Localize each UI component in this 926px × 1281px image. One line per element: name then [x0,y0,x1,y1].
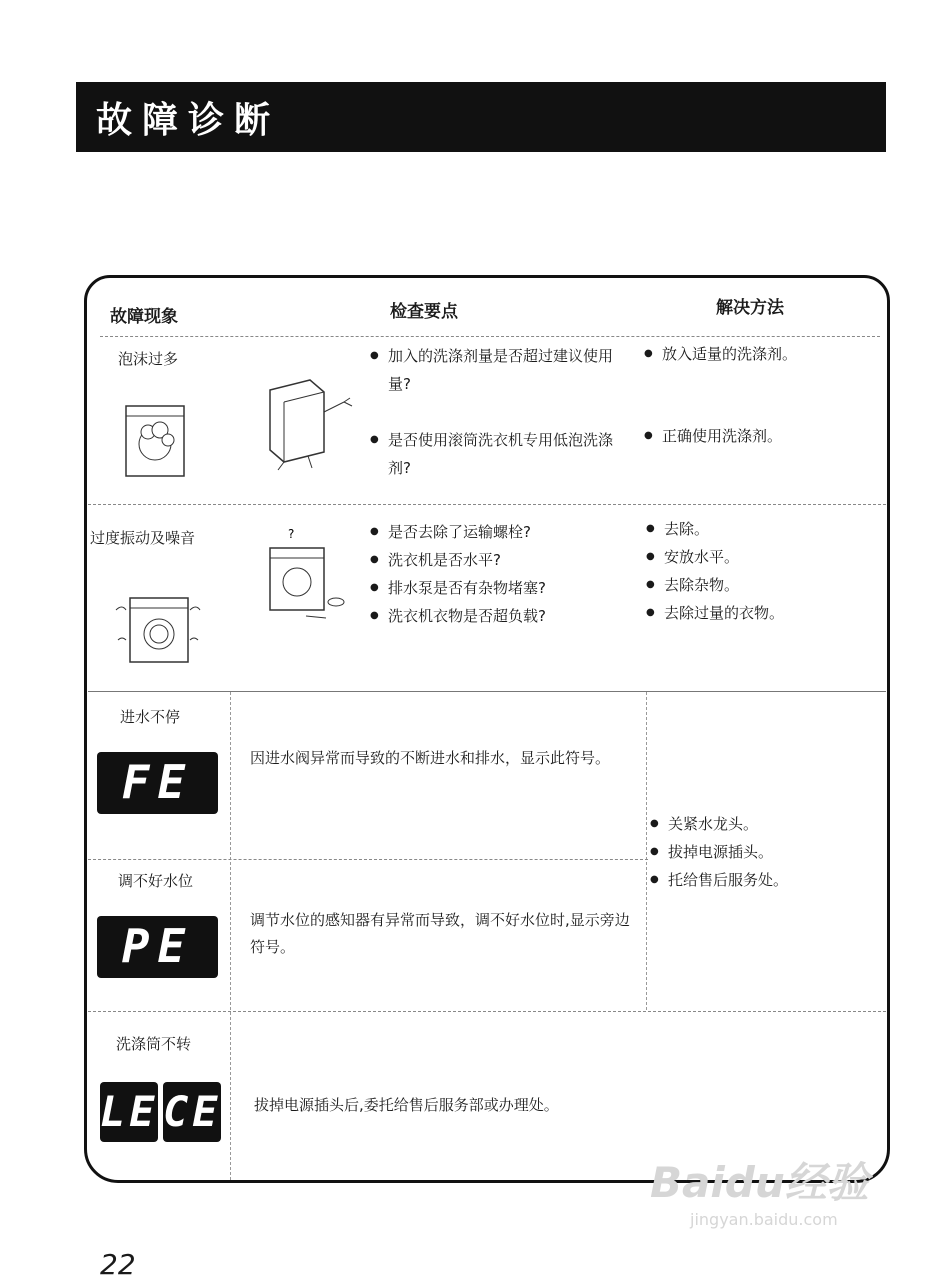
page-title: 故障诊断 [96,100,281,141]
solution-item: ● 去除杂物。 [646,571,876,599]
header-divider [100,336,880,337]
desc-lece: 拔掉电源插头后,委托给售后服务部或办理处。 [254,1096,559,1114]
symptom-foam: 泡沫过多 [118,350,179,368]
solutions-vibration [646,515,876,627]
check-item: ● 加入的洗涤剂量是否超过建议使用量? [370,342,632,398]
row-divider [88,1011,886,1012]
watermark-logo: Baidu经验 [650,1158,869,1207]
check-item: ● 是否使用滚筒洗衣机专用低泡洗涤剂? [370,426,632,482]
header-check: 检查要点 [390,302,458,322]
row-divider [88,691,886,692]
check-item: ● 洗衣机是否水平? [370,546,632,574]
symptom-lece: 洗涤筒不转 [116,1035,192,1053]
solution-item: ● 拔掉电源插头。 [650,838,880,866]
check-item: ● 排水泵是否有杂物堵塞? [370,574,632,602]
svg-text:?: ? [288,527,295,541]
column-divider [646,692,647,1010]
symptom-vibration: 过度振动及噪音 [90,529,196,547]
checks-foam [370,342,632,398]
solution-item: ● 去除过量的衣物。 [646,599,876,627]
troubleshooting-table [84,275,890,1183]
vibrating-washer-illustration [110,580,205,665]
solutions-foam-2 [644,422,874,450]
watermark-url: jingyan.baidu.com [690,1210,838,1229]
check-item: ● 洗衣机衣物是否超负载? [370,602,632,630]
detergent-box-illustration [248,372,358,472]
symptom-pe: 调不好水位 [118,872,194,890]
solution-item: ● 正确使用洗涤剂。 [644,422,874,450]
check-item: ● 是否去除了运输螺栓? [370,518,632,546]
desc-fe: 因进水阀异常而导致的不断进水和排水，显示此符号。 [250,749,611,767]
checks-vibration [370,518,632,630]
foam-washer-illustration [120,392,190,482]
symptom-fe: 进水不停 [120,708,181,726]
header-solution: 解决方法 [716,298,784,318]
page-number: 22 [100,1248,136,1281]
error-code-pe-display: PE [97,916,218,978]
error-code-ce-display: CE [163,1082,221,1142]
solution-item: ● 去除。 [646,515,876,543]
header-symptom: 故障现象 [110,307,178,327]
solution-item: ● 放入适量的洗涤剂。 [644,340,874,368]
error-code-le-display: LE [100,1082,158,1142]
error-code-fe-display: FE [97,752,218,814]
solutions-foam [644,340,874,368]
solution-item: ● 安放水平。 [646,543,876,571]
solutions-fe-pe [650,810,880,894]
title-bar [76,82,886,152]
row-divider [88,504,886,505]
column-divider [230,692,231,1180]
solution-item: ● 托给售后服务处。 [650,866,880,894]
checks-foam-2 [370,426,632,482]
solution-item: ● 关紧水龙头。 [650,810,880,838]
desc-pe: 调节水位的感知器有异常而导致，调不好水位时,显示旁边符号。 [250,911,630,956]
washer-check-illustration [250,526,355,622]
row-divider [88,859,648,860]
